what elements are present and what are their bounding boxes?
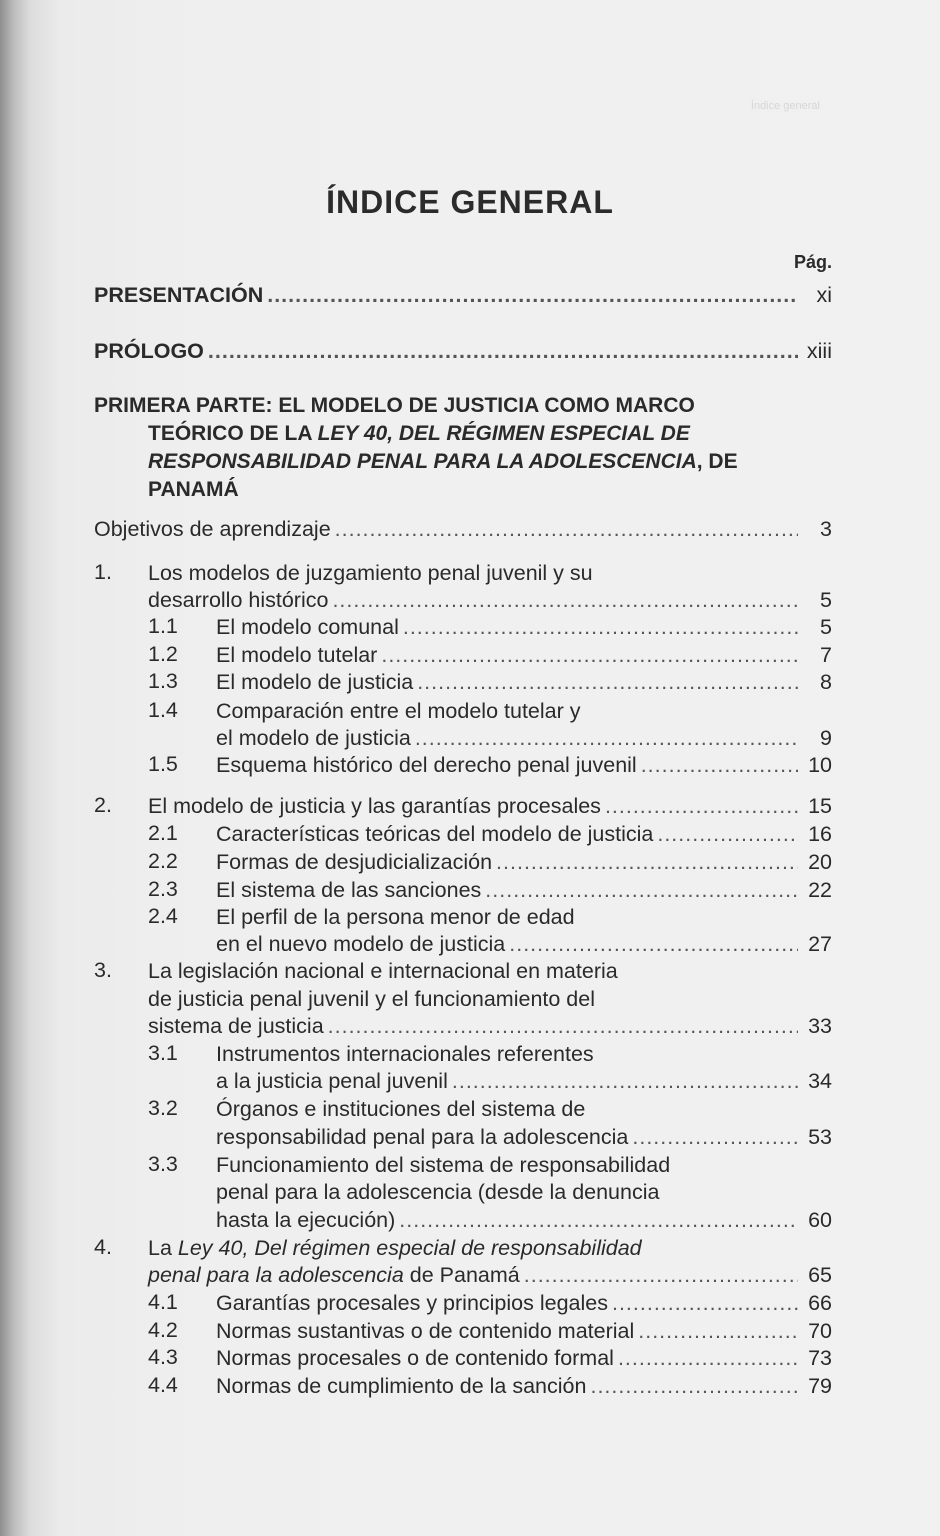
page-column-label: Pág.	[793, 252, 832, 272]
toc-entry-1-3[interactable]: El modelo de justicia ..... 8	[216, 669, 832, 696]
toc-entry-2-2[interactable]: Formas de desjudicialización ..... 20	[216, 849, 832, 876]
toc-entry-3-3[interactable]: hasta la ejecución) ..... 60	[216, 1207, 832, 1234]
toc-entry-4-3[interactable]: Normas procesales o de contenido formal ..... 73	[216, 1345, 832, 1372]
toc-entry-1-4[interactable]: el modelo de justicia ..... 9	[216, 725, 832, 752]
toc-entry-prologo[interactable]: PRÓLOGO ..... xiii	[94, 338, 832, 365]
toc-entry-1-2[interactable]: El modelo tutelar ..... 7	[216, 642, 832, 669]
toc-entry-4-1[interactable]: Garantías procesales y principios legales ..... 66	[216, 1290, 832, 1317]
toc-entry-2-1[interactable]: Características teóricas del modelo de justicia ..... 16	[216, 821, 832, 848]
toc-entry-3-2[interactable]: responsabilidad penal para la adolescencia ..... 53	[216, 1124, 832, 1151]
toc-entry-3-1[interactable]: a la justicia penal juvenil ..... 34	[216, 1068, 832, 1095]
toc-entry-2-3[interactable]: El sistema de las sanciones ..... 22	[216, 877, 832, 904]
toc-entry-4-4[interactable]: Normas de cumplimiento de la sanción ..... 79	[216, 1373, 832, 1400]
toc-entry-sec3[interactable]: sistema de justicia ..... 33	[148, 1013, 832, 1040]
page-title: ÍNDICE GENERAL	[326, 184, 614, 220]
toc-entry-4-2[interactable]: Normas sustantivas o de contenido material ..... 70	[216, 1318, 832, 1345]
toc-entry-2-4[interactable]: en el nuevo modelo de justicia ..... 27	[216, 931, 832, 958]
toc-entry-presentacion[interactable]: PRESENTACIÓN ..... xi	[94, 282, 832, 309]
toc-entry-sec1-line1: Los modelos de juzgamiento penal juvenil y su	[148, 561, 593, 585]
toc-page: Índice general ÍNDICE GENERAL Pág. PRESENTACIÓN ..... xi PRÓLOGO ..... xiii PRIMERA PARTE: EL MODELO DE JUSTICIA COMO MARCO TEÓRICO DE LA LEY 40, DEL RÉGIMEN ESPECIAL DE RESPONSABILIDAD PENAL PARA LA ADOLESCENCIA, DE PANAMÁ Objetivos de aprendizaje ..... 3 1. Los modelos de juzgamiento penal juvenil y su desarrollo histórico ..... 5 1.1 El modelo comunal ..... 5 1.2 El modelo tutelar ..... 7 1.3 El modelo de justicia ..... 8 1.4 Comparación entre el modelo tutelar y el modelo de justicia ..... 9 1.5 Esquema histórico del derecho penal juvenil ..... 10 2. El modelo de justicia y las garantías procesales ..... 15 2.1 Características teóricas del modelo de justicia ..... 16 2.2 Formas de desjudicialización ..... 20 2.3 El sistema de las sanciones ..... 22 2.4 El perfil de la persona menor de edad en el nuevo modelo de justicia ..... 27 3. La legislación nacional e internacional en materia de justicia penal juvenil y el funcionamiento del sistema de justicia ..... 33 3.1 Instrumentos internacionales referentes a la justicia penal juvenil ..... 34 3.2 Órganos e instituciones del sistema de responsabilidad penal para la adolescencia ..... 53 3.3 Funcionamiento del sistema de responsabilidad penal para la adolescencia (desde la denuncia hasta la ejecución) ..... 60 4. La Ley 40, Del régimen especial de responsabilidad penal para la adolescencia de Panamá ..... 65 4.1 Garantías procesales y principios legales ..... 66 4.2 Normas sustantivas o de contenido material ..... 70 4.3 Normas procesales o de contenido formal ..... 73 4.4 Normas de cumplimiento de la sanción ..... 79	[0, 0, 940, 1536]
bleed-through-text: Índice general	[750, 100, 820, 112]
part-heading: PRIMERA PARTE: EL MODELO DE JUSTICIA COMO MARCO TEÓRICO DE LA LEY 40, DEL RÉGIMEN ESPECIAL DE RESPONSABILIDAD PENAL PARA LA ADOLESCENCIA, DE PANAMÁ	[94, 394, 738, 501]
section-number: 1.	[94, 560, 112, 584]
toc-entry-1-1[interactable]: El modelo comunal ..... 5	[216, 614, 832, 641]
toc-entry-1-5[interactable]: Esquema histórico del derecho penal juvenil ..... 10	[216, 752, 832, 779]
toc-entry-sec4[interactable]: penal para la adolescencia de Panamá ..... 65	[148, 1262, 832, 1289]
toc-entry-objetivos[interactable]: Objetivos de aprendizaje ..... 3	[94, 516, 832, 543]
toc-entry-sec2[interactable]: El modelo de justicia y las garantías procesales ..... 15	[148, 793, 832, 820]
toc-entry-sec1[interactable]: desarrollo histórico ..... 5	[148, 587, 832, 614]
